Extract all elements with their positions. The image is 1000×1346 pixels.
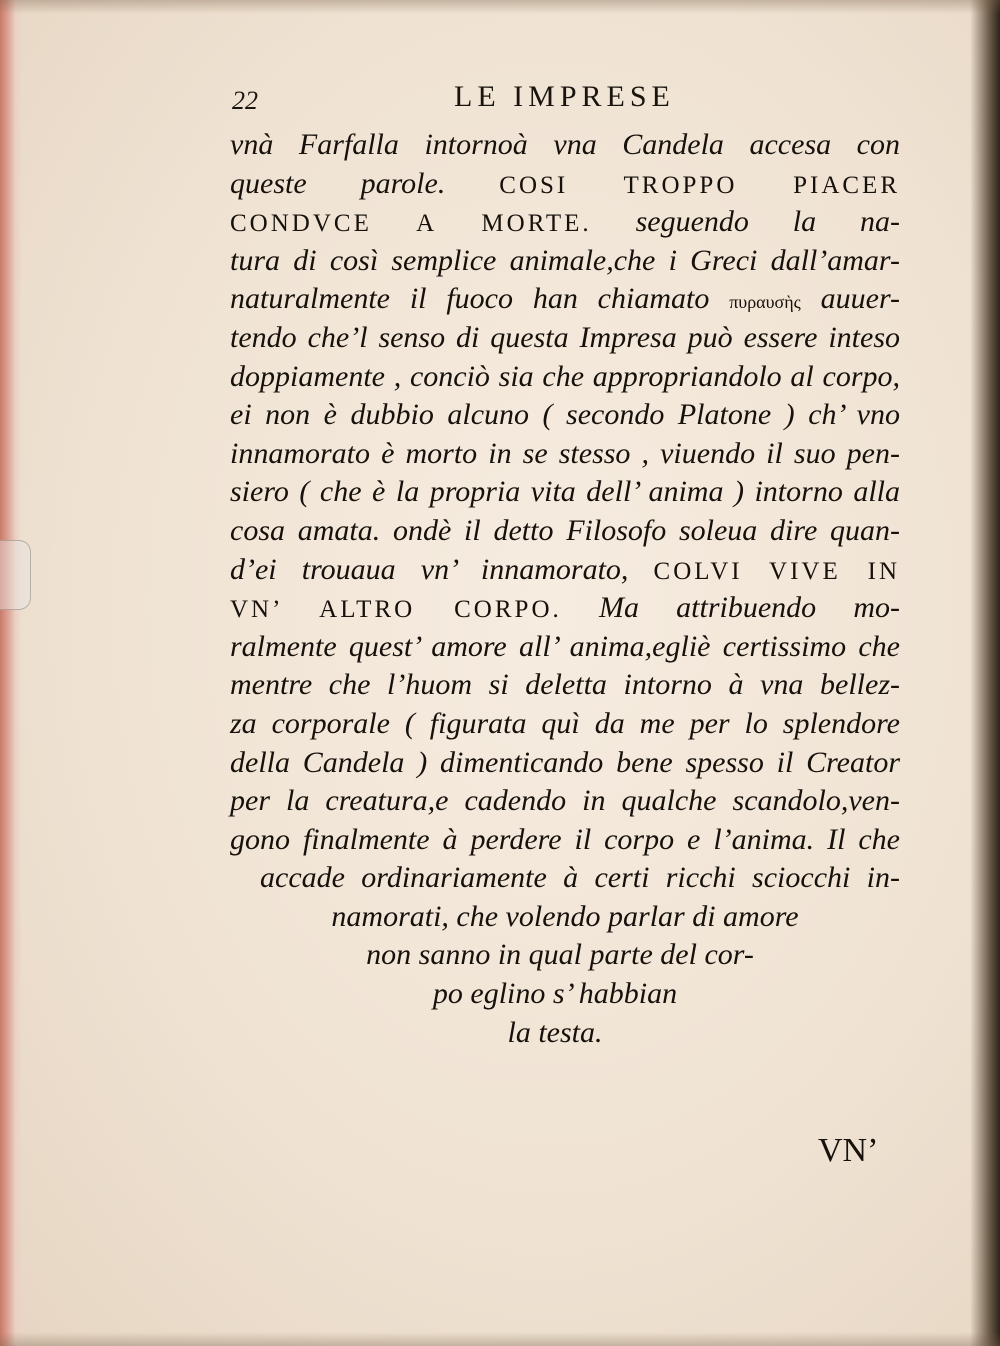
bottom-edge-shadow	[0, 1332, 1000, 1346]
text-line: siero ( che è la propria vita dell’ anima ) intorno alla	[230, 475, 900, 509]
text-line: tendo che’l senso di questa Impresa può essere inteso	[230, 320, 900, 354]
running-title: LE IMPRESE	[454, 80, 675, 113]
binding-edge	[0, 0, 22, 1346]
text-line: naturalmente il fuoco han chiamato πυραυσὴς auuer-	[230, 282, 901, 316]
text-line: cosa amata. ondè il detto Filosofo soleua dire quan-	[230, 513, 900, 547]
text-line: ei non è dubbio alcuno ( secondo Platone ) ch’ vno	[230, 398, 900, 432]
body-text	[230, 126, 900, 1052]
text-line: non sanno in qual parte del cor-	[366, 938, 754, 972]
text-line: vnà Farfalla intornoà vna Candela accesa con	[230, 128, 900, 161]
top-edge-shadow	[0, 0, 1000, 14]
catchword: VN’	[818, 1132, 879, 1169]
text-line: la testa.	[507, 1015, 603, 1049]
text-line: queste parole. COSI TROPPO PIACER	[230, 166, 900, 200]
small-caps-phrase: COLVI VIVE IN	[653, 557, 900, 585]
text-line: della Candela ) dimenticando bene spesso il Creator	[230, 745, 900, 779]
text-line: tura di così semplice animale,che i Greci dall’amar-	[230, 243, 900, 277]
small-caps-phrase: COSI TROPPO PIACER	[499, 171, 900, 199]
small-caps-phrase: CONDVCE A MORTE.	[230, 210, 592, 238]
page-edge-shadow	[970, 0, 1000, 1346]
text-line: po eglino s’ habbian	[432, 977, 678, 1011]
text-line: ralmente quest’ amore all’ anima,egliè certissimo che	[230, 629, 900, 663]
text-line: doppiamente , conciò sia che appropriandolo al corpo,	[230, 359, 900, 393]
text-line: CONDVCE A MORTE. seguendo la na-	[230, 205, 900, 239]
text-line: VN’ ALTRO CORPO. Ma attribuendo mo-	[230, 591, 900, 625]
text-line: gono finalmente à perdere il corpo e l’anima. Il che	[230, 822, 900, 856]
clip-tab	[0, 540, 31, 610]
text-line: per la creatura,e cadendo in qualche scandolo,ven-	[230, 784, 900, 818]
page-number: 22	[232, 86, 258, 115]
text-line: za corporale ( figurata quì da me per lo splendore	[230, 706, 900, 740]
text-line: d’ei trouaua vn’ innamorato, COLVI VIVE IN	[230, 552, 900, 586]
small-caps-phrase: VN’ ALTRO CORPO.	[230, 596, 562, 624]
page-header	[232, 80, 892, 120]
greek-word: πυραυσὴς	[729, 292, 801, 313]
text-line: mentre che l’huom si deletta intorno à vna bellez-	[230, 668, 900, 702]
text-line: innamorato è morto in se stesso , viuendo il suo pen-	[230, 436, 900, 470]
text-line: namorati, che volendo parlar di amore	[331, 899, 799, 933]
text-line: accade ordinariamente à certi ricchi sciocchi in-	[260, 861, 900, 895]
